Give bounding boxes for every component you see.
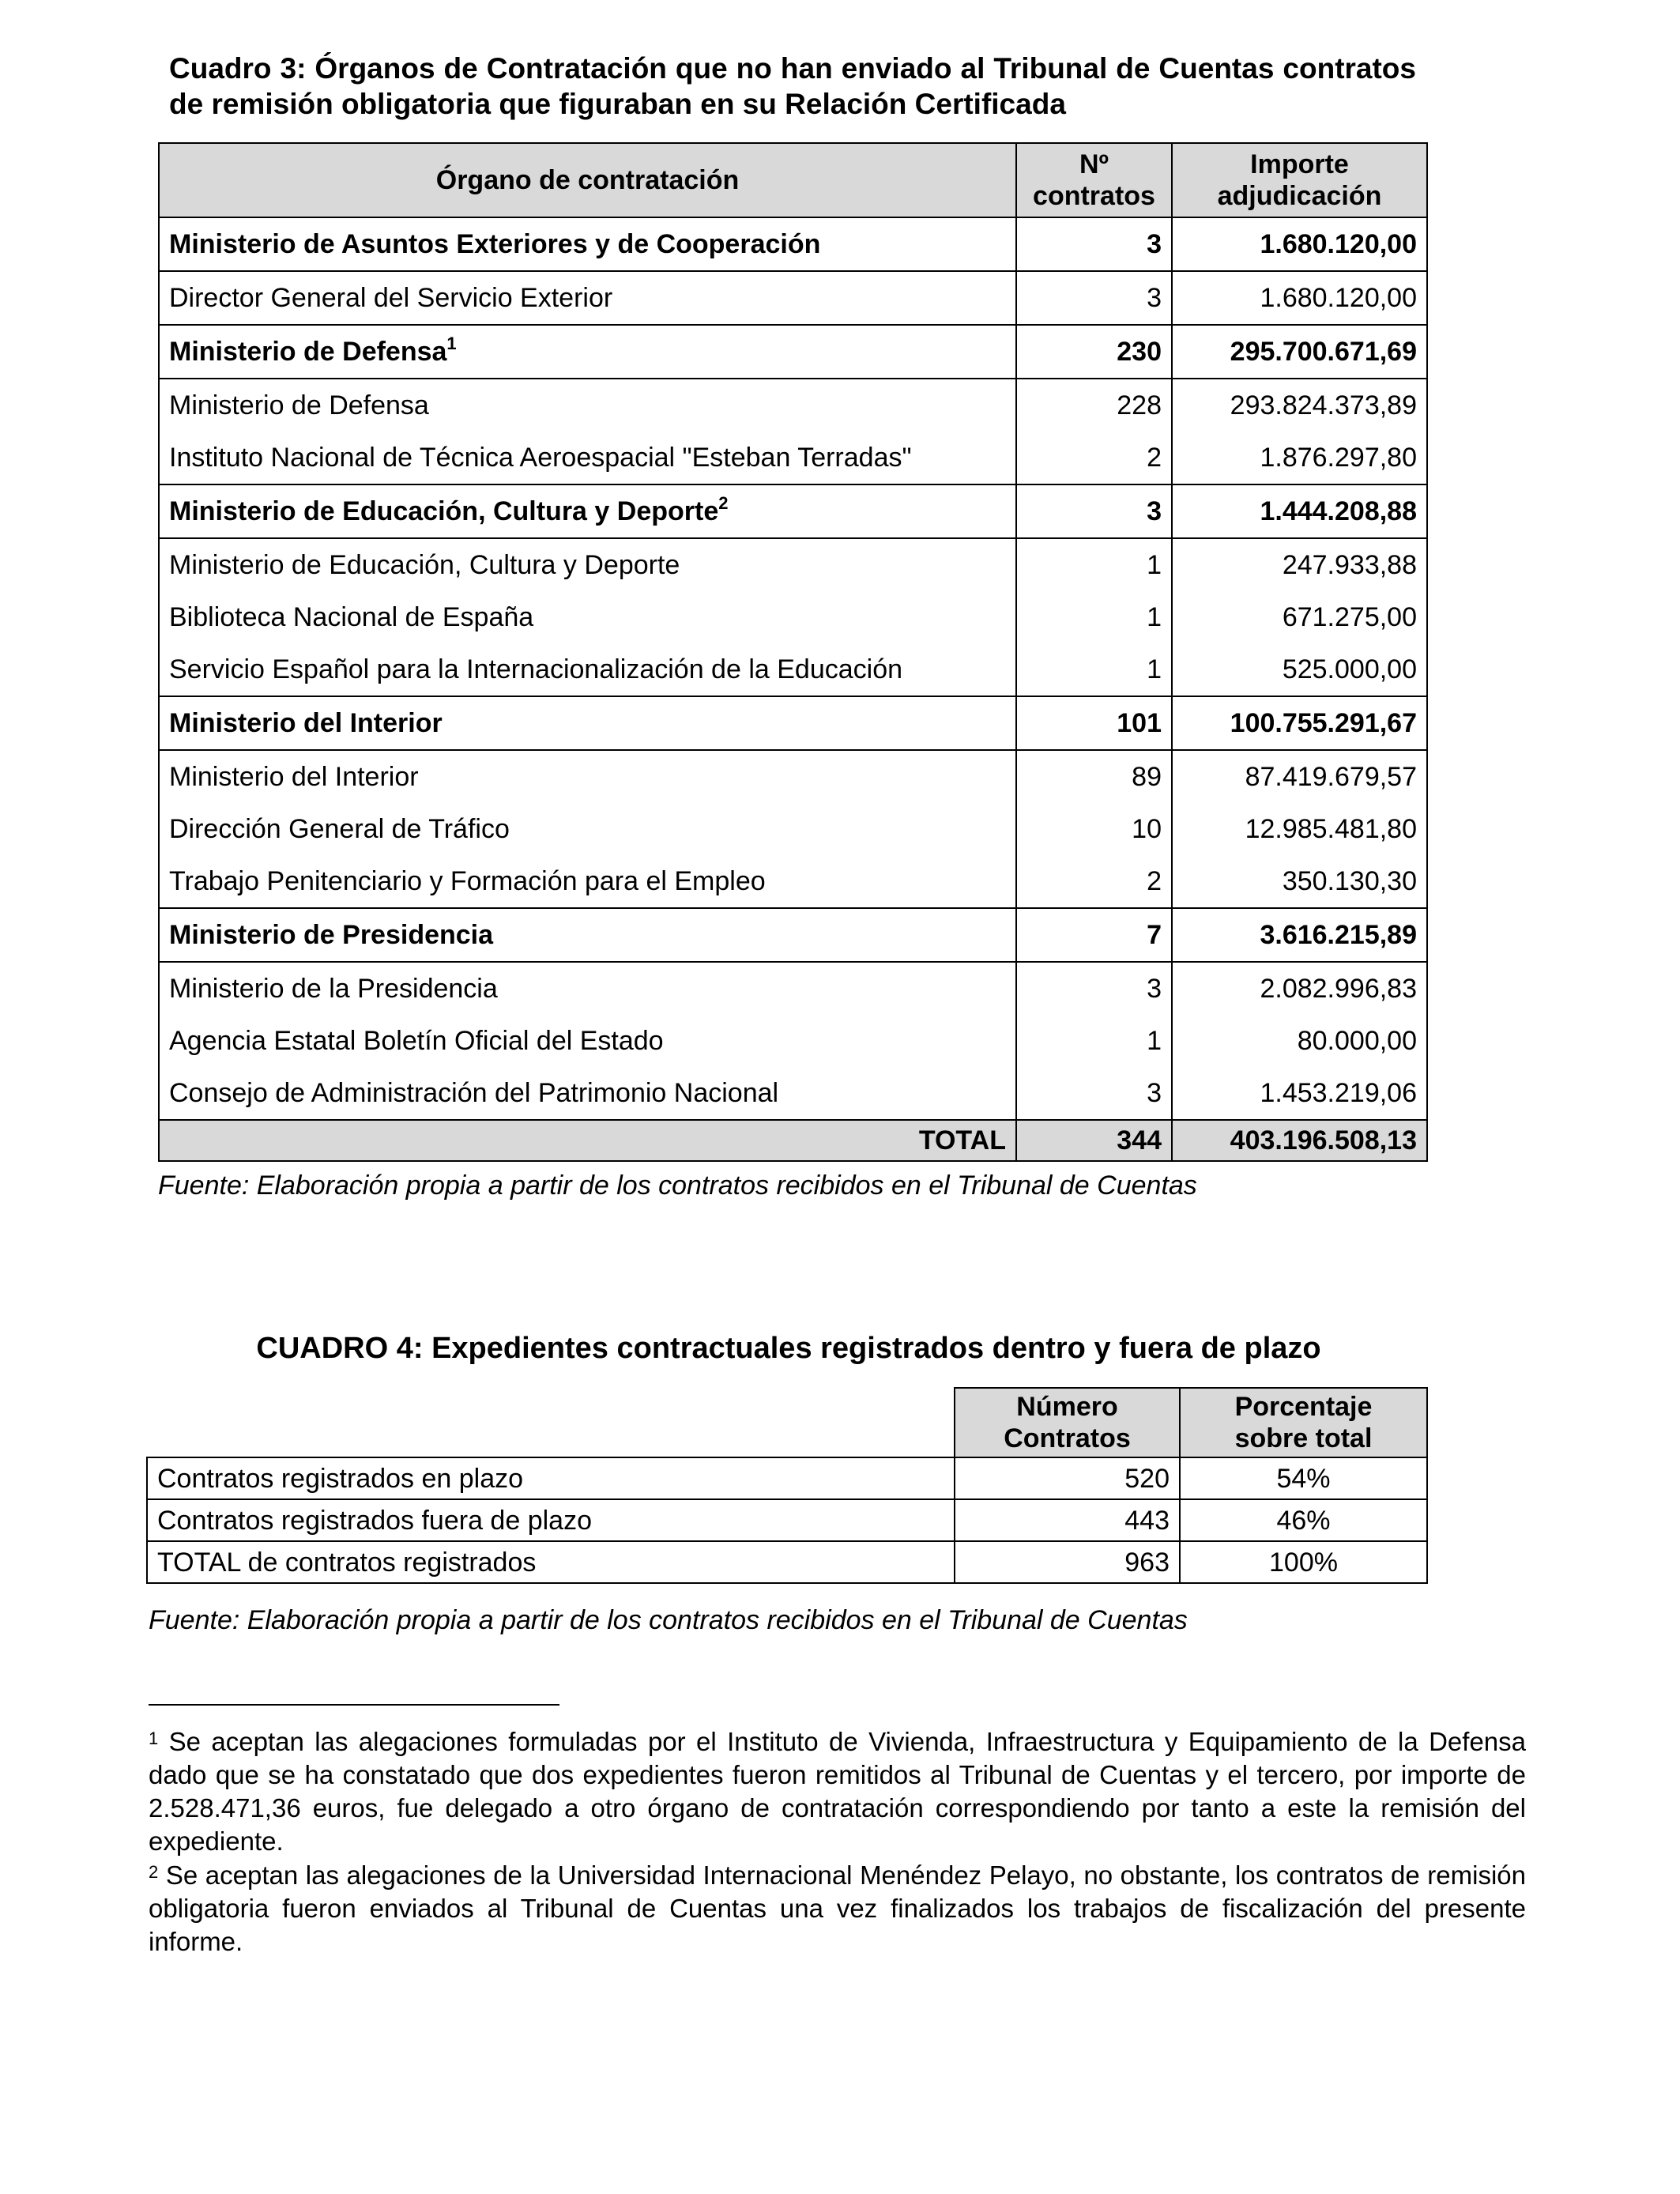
organ-amount: 87.419.679,57	[1172, 750, 1427, 803]
organ-count: 2	[1016, 432, 1172, 484]
organ-amount: 2.082.996,83	[1172, 962, 1427, 1015]
footnote-text: Se aceptan las alegaciones formuladas por el Instituto de Vivienda, Infraestructura y Equipamiento de la Defensa dado que se ha constatado que dos expedientes fueron remitidos al Tribunal de Cuentas y el tercero, por importe de 2.528.471,36 euros, fue delegado a otro órgano de contratación correspondiendo por tanto a este la remisión del expediente.	[149, 1727, 1526, 1856]
organ-name: Consejo de Administración del Patrimonio Nacional	[159, 1067, 1016, 1120]
group-amount: 295.700.671,69	[1172, 325, 1427, 379]
group-name: Ministerio de Asuntos Exteriores y de Cooperación	[159, 217, 1016, 271]
table-row	[159, 750, 1427, 803]
organ-name: Ministerio de Educación, Cultura y Deporte	[159, 538, 1016, 591]
organ-name: Servicio Español para la Internacionalización de la Educación	[159, 643, 1016, 696]
group-row	[159, 696, 1427, 750]
cuadro3-table	[158, 142, 1428, 1162]
footnote-text: Se aceptan las alegaciones de la Universidad Internacional Menéndez Pelayo, no obstante, los contratos de remisión obligatoria fueron enviados al Tribunal de Cuentas una vez finalizados los trabajos de fiscalización del presente informe.	[149, 1860, 1527, 1956]
group-row	[159, 217, 1427, 271]
organ-count: 10	[1016, 803, 1172, 855]
table-row	[159, 803, 1427, 855]
organ-amount: 350.130,30	[1172, 855, 1427, 908]
table-row	[147, 1499, 1427, 1541]
footnote-separator	[149, 1704, 559, 1706]
row-count: 443	[955, 1499, 1180, 1541]
total-amount: 403.196.508,13	[1172, 1120, 1427, 1161]
table-header-row	[159, 143, 1427, 217]
group-amount: 100.755.291,67	[1172, 696, 1427, 750]
organ-count: 1	[1016, 538, 1172, 591]
group-amount: 3.616.215,89	[1172, 908, 1427, 962]
total-count: 344	[1016, 1120, 1172, 1161]
header-organ: Órgano de contratación	[159, 143, 1016, 217]
organ-amount: 293.824.373,89	[1172, 379, 1427, 432]
group-count: 230	[1016, 325, 1172, 379]
group-name: Ministerio del Interior	[159, 696, 1016, 750]
organ-count: 1	[1016, 1015, 1172, 1067]
cuadro4-title: CUADRO 4: Expedientes contractuales registrados dentro y fuera de plazo	[256, 1332, 1321, 1365]
table-row	[159, 271, 1427, 325]
table-row	[147, 1457, 1427, 1499]
total-label: TOTAL	[159, 1120, 1016, 1161]
footnote-marker: 1	[446, 333, 457, 353]
cuadro3-body	[159, 217, 1427, 1161]
table-row	[159, 855, 1427, 908]
organ-count: 3	[1016, 962, 1172, 1015]
header-blank	[147, 1388, 955, 1457]
organ-amount: 1.876.297,80	[1172, 432, 1427, 484]
group-row	[159, 325, 1427, 379]
group-row	[159, 484, 1427, 538]
table-row	[159, 1015, 1427, 1067]
organ-count: 228	[1016, 379, 1172, 432]
group-count: 7	[1016, 908, 1172, 962]
footnote-marker: 2	[149, 1862, 159, 1882]
organ-name: Trabajo Penitenciario y Formación para el Empleo	[159, 855, 1016, 908]
group-name: Ministerio de Defensa$^1$	[159, 325, 1016, 379]
cuadro3-source: Fuente: Elaboración propia a partir de los contratos recibidos en el Tribunal de Cuentas	[158, 1171, 1197, 1201]
table-row	[159, 643, 1427, 696]
row-percentage: 46%	[1180, 1499, 1427, 1541]
organ-count: 3	[1016, 1067, 1172, 1120]
table-row	[159, 538, 1427, 591]
cuadro3-title: Cuadro 3: Órganos de Contratación que no han enviado al Tribunal de Cuentas contratos de remisión obligatoria que figuraban en su Relación Certificada	[169, 52, 1416, 120]
organ-count: 89	[1016, 750, 1172, 803]
organ-amount: 247.933,88	[1172, 538, 1427, 591]
table-row	[159, 1067, 1427, 1120]
header-percentage: Porcentaje sobre total	[1180, 1388, 1427, 1457]
organ-name: Ministerio de la Presidencia	[159, 962, 1016, 1015]
footnote-marker: 1	[149, 1728, 159, 1748]
table-row	[147, 1541, 1427, 1583]
table-row	[159, 432, 1427, 484]
row-count: 963	[955, 1541, 1180, 1583]
organ-count: 2	[1016, 855, 1172, 908]
table-row	[159, 591, 1427, 643]
row-percentage: 54%	[1180, 1457, 1427, 1499]
cuadro4-table	[146, 1387, 1428, 1584]
organ-count: 1	[1016, 591, 1172, 643]
organ-amount: 1.680.120,00	[1172, 271, 1427, 325]
group-name: Ministerio de Presidencia	[159, 908, 1016, 962]
row-count: 520	[955, 1457, 1180, 1499]
row-label: Contratos registrados en plazo	[147, 1457, 955, 1499]
organ-name: Ministerio de Defensa	[159, 379, 1016, 432]
organ-name: Director General del Servicio Exterior	[159, 271, 1016, 325]
organ-count: 3	[1016, 271, 1172, 325]
group-count: 3	[1016, 217, 1172, 271]
organ-amount: 1.453.219,06	[1172, 1067, 1427, 1120]
total-row	[159, 1120, 1427, 1161]
table-row	[159, 962, 1427, 1015]
organ-name: Dirección General de Tráfico	[159, 803, 1016, 855]
organ-count: 1	[1016, 643, 1172, 696]
cuadro4-source: Fuente: Elaboración propia a partir de los contratos recibidos en el Tribunal de Cuentas	[149, 1605, 1188, 1635]
organ-amount: 80.000,00	[1172, 1015, 1427, 1067]
organ-name: Biblioteca Nacional de España	[159, 591, 1016, 643]
row-label: TOTAL de contratos registrados	[147, 1541, 955, 1583]
group-name: Ministerio de Educación, Cultura y Deporte$^2$	[159, 484, 1016, 538]
footnote-2	[149, 1859, 1526, 1958]
footnote-1	[149, 1725, 1526, 1858]
organ-name: Ministerio del Interior	[159, 750, 1016, 803]
group-count: 101	[1016, 696, 1172, 750]
organ-name: Agencia Estatal Boletín Oficial del Estado	[159, 1015, 1016, 1067]
group-count: 3	[1016, 484, 1172, 538]
group-amount: 1.444.208,88	[1172, 484, 1427, 538]
header-num-contracts: Número Contratos	[955, 1388, 1180, 1457]
organ-amount: 12.985.481,80	[1172, 803, 1427, 855]
group-row	[159, 908, 1427, 962]
header-num-contracts: Nº contratos	[1016, 143, 1172, 217]
organ-amount: 671.275,00	[1172, 591, 1427, 643]
table-row	[159, 379, 1427, 432]
footnote-marker: 2	[718, 492, 729, 513]
table-header-row	[147, 1388, 1427, 1457]
organ-amount: 525.000,00	[1172, 643, 1427, 696]
row-label: Contratos registrados fuera de plazo	[147, 1499, 955, 1541]
row-percentage: 100%	[1180, 1541, 1427, 1583]
group-amount: 1.680.120,00	[1172, 217, 1427, 271]
header-amount: Importe adjudicación	[1172, 143, 1427, 217]
organ-name: Instituto Nacional de Técnica Aeroespacial "Esteban Terradas"	[159, 432, 1016, 484]
